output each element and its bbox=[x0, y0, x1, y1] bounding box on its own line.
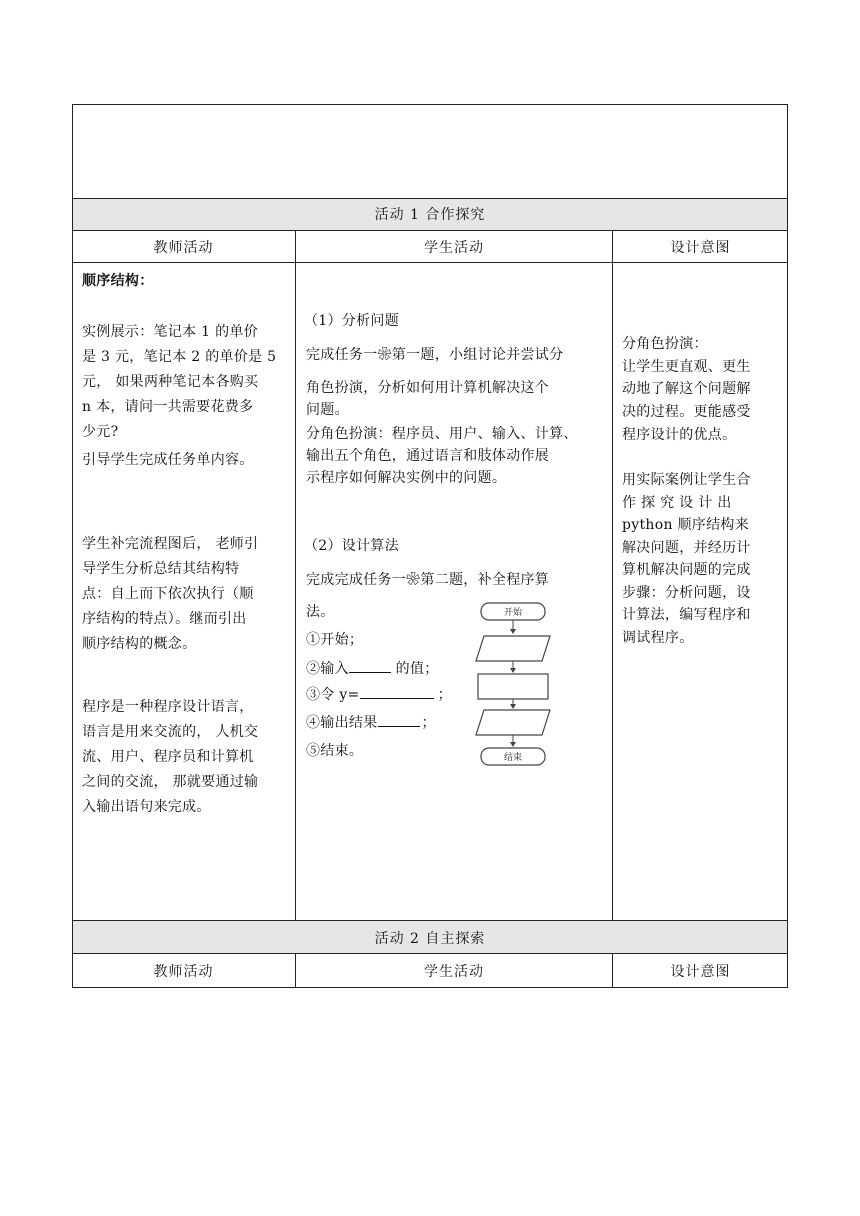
algo-step-input bbox=[306, 658, 439, 681]
step1-line: 角色扮演，分析如何用计算机解决这个 bbox=[306, 380, 550, 396]
guide-text: 引导学生完成任务单内容。 bbox=[82, 452, 254, 468]
algo-assign-label: ③令 y= bbox=[306, 687, 360, 703]
header-teacher-activity-2: 教师活动 bbox=[153, 964, 214, 980]
case-intent-line: 解决问题，并经历计 bbox=[622, 540, 751, 556]
sequence-structure-heading: 顺序结构： bbox=[82, 273, 154, 289]
role-intent-line: 决的过程。更能感受 bbox=[622, 404, 751, 420]
roles-line: 分角色扮演：程序员、用户、输入、计算、 bbox=[306, 426, 578, 442]
step1-line: 完成任务一❀第一题，小组讨论并尝试分 bbox=[306, 347, 564, 363]
role-intent-title: 分角色扮演： bbox=[622, 336, 708, 352]
concept-line: 语言是用来交流的， 人机交 bbox=[82, 724, 259, 740]
summary-line: 导学生分析总结其结构特 bbox=[82, 561, 240, 577]
header-student-activity-2: 学生活动 bbox=[424, 964, 484, 980]
activity1-title: 活动 1 合作探究 bbox=[72, 198, 788, 230]
concept-line: 入输出语句来完成。 bbox=[82, 799, 211, 815]
algo-step-start: ①开始； bbox=[306, 632, 364, 648]
roles-line: 示程序如何解决实例中的问题。 bbox=[306, 470, 507, 486]
algo-step-end: ⑤结束。 bbox=[306, 743, 364, 759]
case-intent-line: python 顺序结构来 bbox=[622, 517, 750, 533]
case-intent-line: 计算法，编写程序和 bbox=[622, 607, 751, 623]
example-line: 元， 如果两种笔记本各购买 bbox=[82, 374, 259, 390]
step1-title: （1）分析问题 bbox=[304, 313, 400, 329]
example-line: 少元? bbox=[82, 424, 119, 440]
summary-line: 学生补完流程图后， 老师引 bbox=[82, 536, 259, 552]
flowchart-output-node bbox=[476, 710, 550, 735]
concept-line: 之间的交流， 那就要通过输 bbox=[82, 774, 259, 790]
summary-line: 点：自上而下依次执行（顺 bbox=[82, 586, 254, 602]
header-design-intent: 设计意图 bbox=[670, 239, 731, 256]
activity2-title: 活动 2 自主探索 bbox=[72, 921, 788, 954]
step1-line: 问题。 bbox=[306, 402, 349, 418]
roles-line: 输出五个角色，通过语言和肢体动作展 bbox=[306, 448, 550, 464]
example-line: 实例展示：笔记本 1 的单价 bbox=[82, 324, 259, 340]
algo-assign-suffix: ； bbox=[437, 687, 452, 703]
step2-title: （2）设计算法 bbox=[304, 538, 400, 554]
concept-line: 流、用户、程序员和计算机 bbox=[82, 749, 254, 765]
role-intent-line: 动地了解这个问题解 bbox=[622, 381, 751, 397]
role-intent-line: 程序设计的优点。 bbox=[622, 427, 737, 443]
algo-output-suffix: ； bbox=[421, 715, 436, 731]
example-line: 是 3 元，笔记本 2 的单价是 5 bbox=[82, 349, 277, 365]
flowchart-start-label: 开始 bbox=[503, 608, 523, 618]
example-line: n 本，请问一共需要花费多 bbox=[82, 399, 254, 415]
case-intent-line: 用实际案例让学生合 bbox=[622, 472, 751, 488]
case-intent-line: 作 探 究 设 计 出 bbox=[622, 495, 732, 511]
role-intent-line: 让学生更直观、更生 bbox=[622, 359, 751, 375]
summary-line: 序结构的特点）。继而引出 bbox=[82, 611, 247, 627]
case-intent-line: 调试程序。 bbox=[622, 630, 694, 646]
algo-output-label: ④输出结果 bbox=[306, 715, 378, 731]
algo-input-label: ②输入 bbox=[306, 661, 349, 677]
header-design-intent-2: 设计意图 bbox=[670, 964, 731, 980]
flowchart-end-label: 结束 bbox=[503, 753, 523, 763]
algo-step-output bbox=[306, 712, 436, 735]
case-intent-line: 算机解决问题的完成 bbox=[622, 562, 751, 578]
input-blank bbox=[349, 658, 391, 673]
flowchart-process-node bbox=[478, 674, 548, 699]
algo-step-assign bbox=[306, 684, 452, 707]
step2-line: 法。 bbox=[306, 604, 335, 620]
output-blank bbox=[378, 712, 420, 727]
case-intent-line: 步骤：分析问题，设 bbox=[622, 585, 751, 601]
assign-blank bbox=[360, 684, 434, 699]
algo-input-suffix: 的值； bbox=[395, 661, 439, 677]
step2-line: 完成完成任务一❀第二题，补全程序算 bbox=[306, 572, 550, 588]
header-student-activity: 学生活动 bbox=[424, 239, 484, 256]
flowchart-input-node bbox=[476, 636, 550, 661]
header-teacher-activity: 教师活动 bbox=[153, 239, 214, 256]
sequence-flowchart bbox=[470, 598, 560, 770]
summary-line: 顺序结构的概念。 bbox=[82, 636, 197, 652]
concept-line: 程序是一种程序设计语言， bbox=[82, 699, 254, 715]
